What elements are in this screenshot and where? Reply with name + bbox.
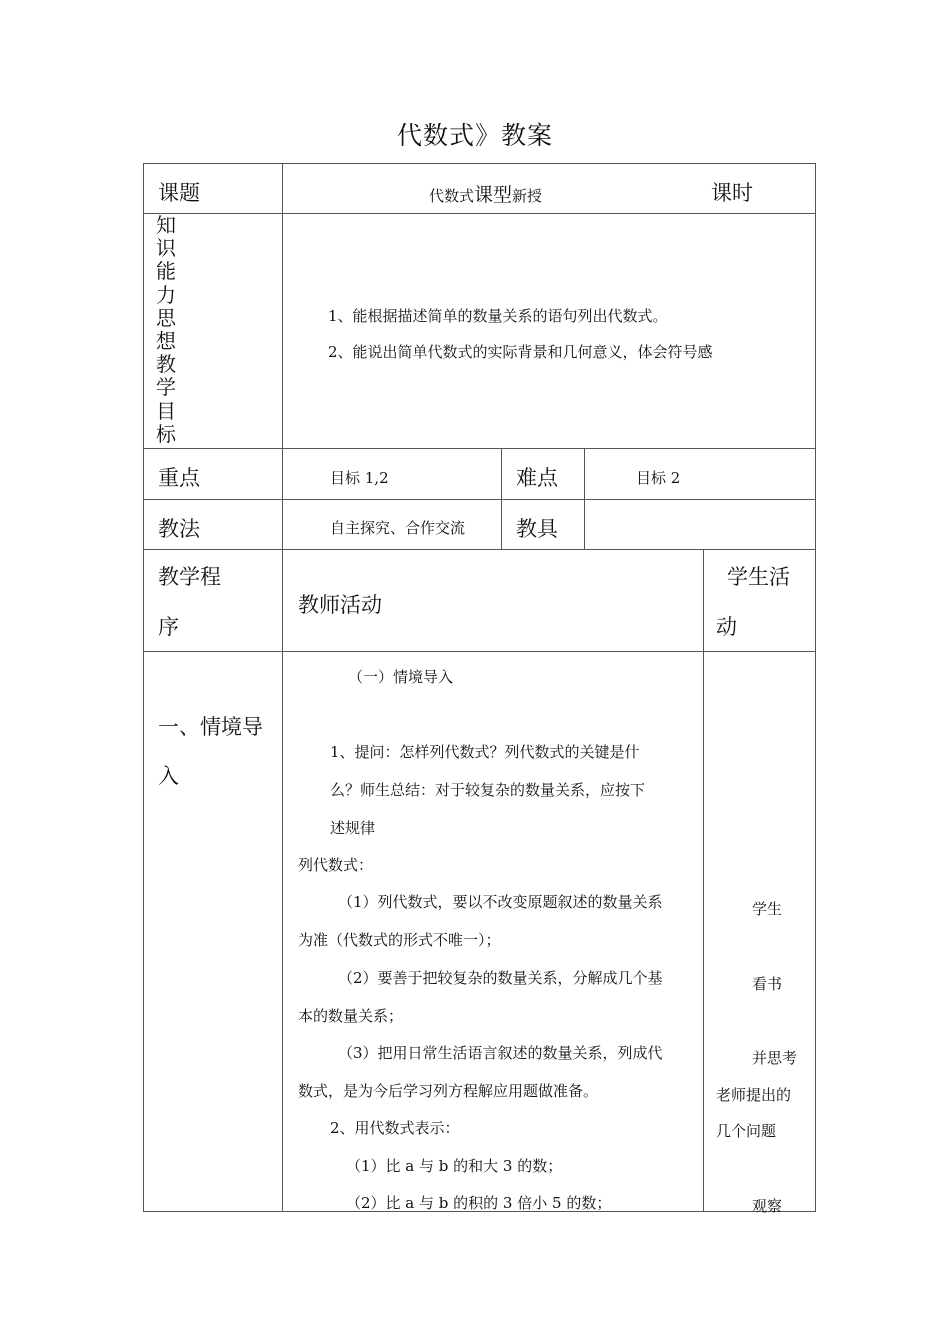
goals-label: 知识能力思想教学目标 — [156, 213, 176, 446]
teacher-activity-label: 教师活动 — [298, 593, 382, 617]
content-line-5: 列代数式： — [298, 856, 374, 874]
content-line-10: （3）把用日常生活语言叙述的数量关系，列成代 — [338, 1044, 663, 1062]
topic-value — [429, 180, 542, 207]
topic-type-label: 课型 — [474, 184, 513, 206]
content-line-2: 1、提问：怎样列代数式？列代数式的关键是什 — [330, 743, 640, 761]
method-label: 教法 — [158, 517, 200, 541]
goal-item-1: 1、能根据描述简单的数量关系的语句列出代数式。 — [328, 307, 668, 325]
student-line-4: 老师提出的 — [716, 1086, 792, 1104]
key-label: 重点 — [158, 466, 200, 490]
page-title: 代数式》教案 — [396, 121, 553, 150]
procedure-label-1: 教学程 — [158, 565, 221, 589]
topic-prefix: 代数式 — [429, 187, 475, 205]
content-line-8: （2）要善于把较复杂的数量关系，分解成几个基 — [338, 969, 663, 987]
content-line-14: （2）比 a 与 b 的积的 3 倍小 5 的数； — [346, 1194, 612, 1212]
content-line-7: 为准（代数式的形式不唯一）； — [298, 931, 501, 949]
content-line-3: 么？师生总结：对于较复杂的数量关系，应按下 — [330, 781, 646, 799]
content-line-9: 本的数量关系； — [298, 1007, 404, 1025]
method-value: 自主探究、合作交流 — [330, 519, 466, 537]
topic-type-value: 新授 — [512, 187, 543, 205]
section-name-2: 入 — [158, 764, 179, 788]
student-line-2: 看书 — [752, 975, 783, 993]
topic-label: 课题 — [158, 181, 200, 205]
section-name-1: 一、情境导 — [158, 715, 263, 739]
student-line-1: 学生 — [752, 900, 783, 918]
key-value: 目标 1,2 — [330, 469, 389, 487]
content-line-1: （一）情境导入 — [348, 668, 454, 686]
difficulty-value: 目标 2 — [636, 469, 681, 487]
student-activity-label-1: 学生活 — [727, 565, 790, 589]
tools-label: 教具 — [516, 517, 558, 541]
content-line-6: （1）列代数式，要以不改变原题叙述的数量关系 — [338, 893, 663, 911]
hours-label: 课时 — [711, 181, 753, 205]
goal-item-2: 2、能说出简单代数式的实际背景和几何意义，体会符号感 — [328, 343, 713, 361]
content-line-11: 数式，是为今后学习列方程解应用题做准备。 — [298, 1082, 599, 1100]
student-activity-label-2: 动 — [716, 615, 737, 639]
procedure-label-2: 序 — [158, 615, 179, 639]
student-line-6: 观察 — [752, 1197, 783, 1215]
difficulty-label: 难点 — [516, 466, 558, 490]
content-line-13: （1）比 a 与 b 的和大 3 的数； — [346, 1157, 563, 1175]
student-line-3: 并思考 — [752, 1049, 798, 1067]
student-line-5: 几个问题 — [716, 1122, 777, 1140]
content-line-12: 2、用代数式表示： — [330, 1119, 460, 1137]
content-line-4: 述规律 — [330, 819, 376, 837]
